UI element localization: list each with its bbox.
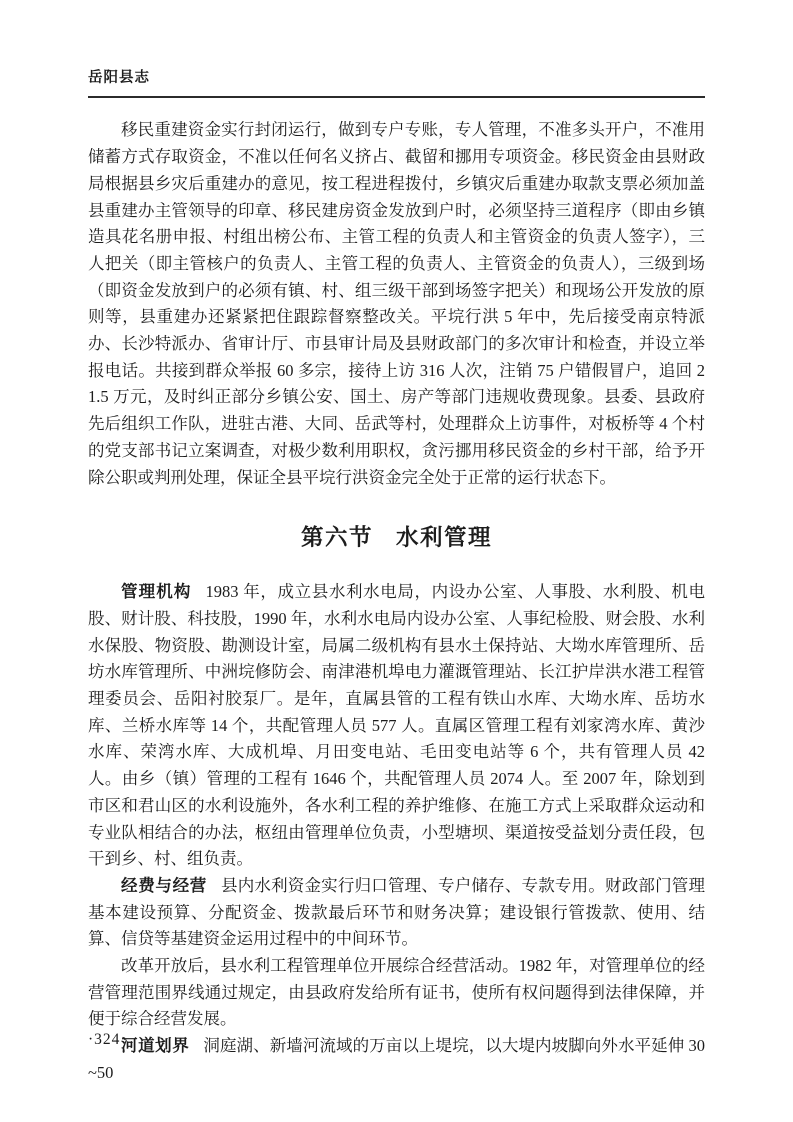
section-title: 水利管理 xyxy=(396,525,493,551)
paragraph-reform-and-opening xyxy=(88,953,705,1033)
paragraph-text: 县内水利资金实行归口管理、专户储存、专款专用。财政部门管理基本建设预算、分配资金、拨款最后环节和财务决算；建设银行管拨款、使用、结算、信贷等基建资金运用过程中的中间环节。 xyxy=(88,875,706,949)
paragraph-migrant-reconstruction-funds xyxy=(88,117,705,491)
paragraph-text: 1983 年，成立县水利水电局，内设办公室、人事股、水利股、机电股、财计股、科技股，1990 年，水利水电局内设办公室、人事纪检股、财会股、水利水保股、物资股、勘测设计室，局属二级机构有县水土保持站、大坳水库管理所、岳坊水库管理所、中洲垸修防会、南津港机埠电力灌溉管理站、长江护岸洪水港工程管理委员会、岳阳衬胶泵厂。是年，直属县管的工程有铁山水库、大坳水库、岳坊水库、兰桥水库等 14 个，共配管理人员 577 人。直属区管理工程有刘家湾水库、黄沙水库、荣湾水库、大成机埠、月田变电站、毛田变电站等 6 个，共有管理人员 42 人。由乡（镇）管理的工程有 1646 个，共配管理人员 2074 人。至 2007 年，除划到市区和君山区的水利设施外，各水利工程的养护维修、在施工方式上采取群众运动和专业队相结合的办法，枢纽由管理单位负责，小型塘坝、渠道按受益划分责任段，包干到乡、村、组负责。 xyxy=(88,582,706,869)
header-rule xyxy=(88,96,705,98)
paragraph-lead-management-organization: 管理机构 xyxy=(121,582,192,602)
paragraph-text: 移民重建资金实行封闭运行，做到专户专账，专人管理，不准多头开户，不准用储蓄方式存取资金，不准以任何名义挤占、截留和挪用专项资金。移民资金由县财政局根据县乡灾后重建办的意见，按工程进程拨付，乡镇灾后重建办取款支票必须加盖县重建办主管领导的印章、移民建房资金发放到户时，必须坚持三道程序（即由乡镇造具花名册申报、村组出榜公布、主管工程的负责人和主管资金的负责人签字），三人把关（即主管核户的负责人、主管工程的负责人、主管资金的负责人），三级到场（即资金发放到户的必须有镇、村、组三级干部到场签字把关）和现场公开发放的原则等，县重建办还紧紧把住跟踪督察整改关。平垸行洪 5 年中，先后接受南京特派办、长沙特派办、省审计厅、市县审计局及县财政部门的多次审计和检查，并设立举报电话。共接到群众举报 60 多宗，接待上访 316 人次，注销 75 户错假冒户，追回 21.5 万元，及时纠正部分乡镇公安、国土、房产等部门违规收费现象。县委、县政府先后组织工作队，进驻古港、大同、岳武等村，处理群众上访事件，对板桥等 4 个村的党支部书记立案调查，对极少数利用职权，贪污挪用移民资金的乡村干部，给予开除公职或判刑处理，保证全县平垸行洪资金完全处于正常的运行状态下。 xyxy=(88,120,705,487)
page-number: ·324· xyxy=(88,1031,127,1048)
section-heading xyxy=(88,520,705,552)
paragraph-management-organization xyxy=(88,579,705,873)
paragraph-text: 改革开放后，县水利工程管理单位开展综合经营活动。1982 年，对管理单位的经营管理范围界线通过规定，由县政府发给所有证书，使所有权问题得到法律保障，并便于综合经营发展。 xyxy=(88,956,705,1029)
page-body xyxy=(88,117,705,1086)
paragraph-text: 洞庭湖、新墙河流域的万亩以上堤垸，以大堤内坡脚向外水平延伸 30~50 xyxy=(88,1036,706,1082)
paragraph-lead-river-boundary: 河道划界 xyxy=(121,1036,190,1056)
paragraph-funds-and-operations xyxy=(88,873,705,953)
paragraph-river-boundary xyxy=(88,1033,705,1086)
running-header-book-title: 岳阳县志 xyxy=(88,70,150,86)
running-header xyxy=(88,0,705,98)
section-number: 第六节 xyxy=(300,525,373,551)
paragraph-lead-funds-and-operations: 经费与经营 xyxy=(121,875,207,895)
